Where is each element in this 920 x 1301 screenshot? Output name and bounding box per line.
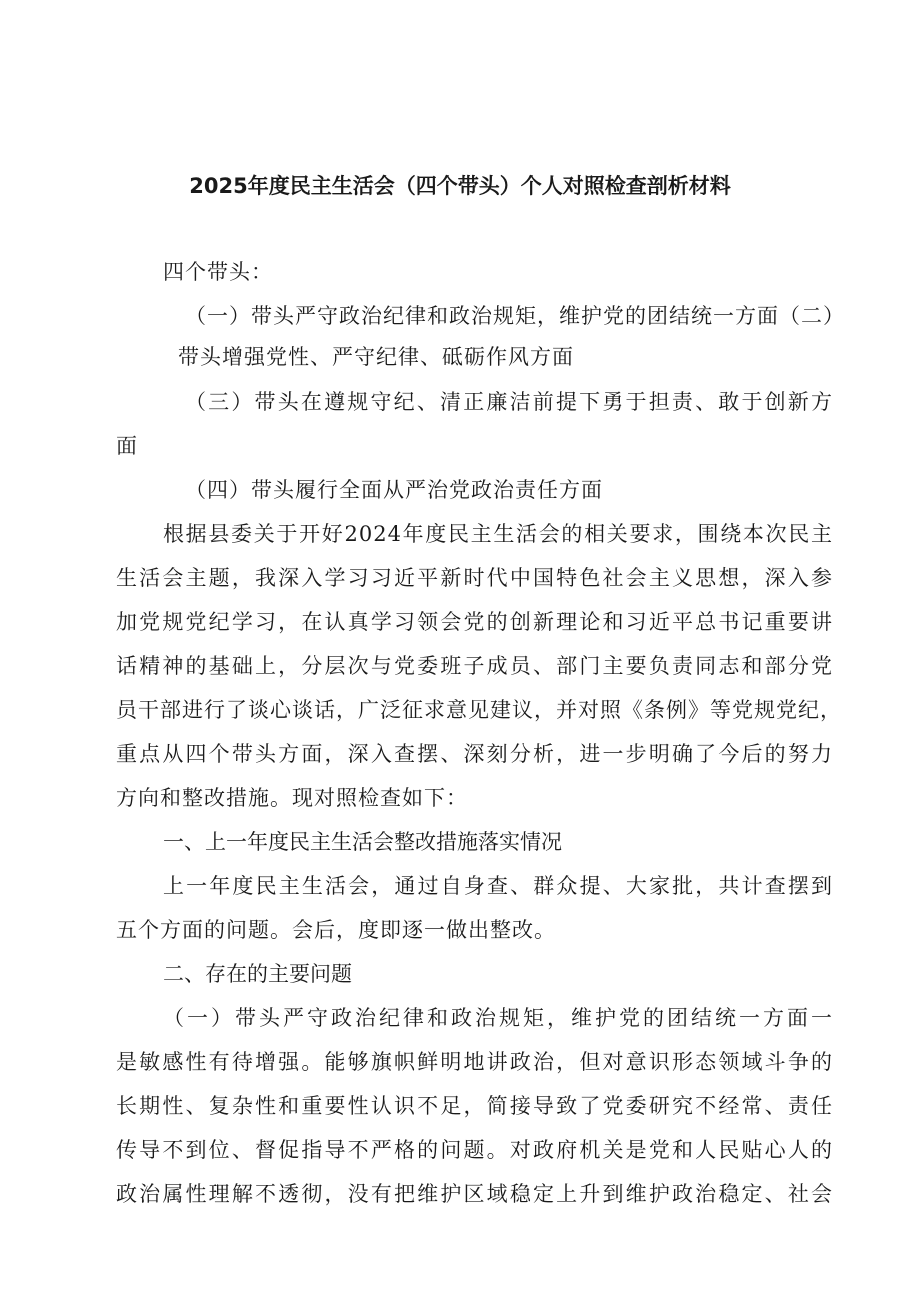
four-items-line-2: 带头增强党性、严守纪律、砥砺作风方面 bbox=[178, 345, 574, 369]
intro-paragraph-line-7: 方向和整改措施。现对照检查如下： bbox=[116, 786, 468, 810]
four-items-line-4: 面 bbox=[116, 434, 138, 458]
section1-paragraph-line-1: 上一年度民主生活会，通过自身查、群众提、大家批，共计查摆到 bbox=[163, 874, 833, 898]
section2-heading: 二、存在的主要问题 bbox=[163, 962, 352, 986]
document-title: 2025年度民主生活会（四个带头）个人对照检查剖析材料 bbox=[189, 174, 731, 198]
section2-paragraph-line-4: 传导不到位、督促指导不严格的问题。对政府机关是党和人民贴心人的 bbox=[116, 1138, 833, 1162]
intro-paragraph-line-5: 员干部进行了谈心谈话，广泛征求意见建议，并对照《条例》等党规党纪， bbox=[116, 698, 842, 722]
section1-paragraph-line-2: 五个方面的问题。会后，度即逐一做出整改。 bbox=[116, 918, 556, 942]
intro-paragraph-line-4: 话精神的基础上，分层次与党委班子成员、部门主要负责同志和部分党 bbox=[116, 654, 833, 678]
section2-paragraph-line-3: 长期性、复杂性和重要性认识不足，简接导致了党委研究不经常、责任 bbox=[116, 1094, 833, 1118]
intro-paragraph-line-2: 生活会主题，我深入学习习近平新时代中国特色社会主义思想，深入参 bbox=[116, 566, 833, 590]
section1-heading: 一、上一年度民主生活会整改措施落实情况 bbox=[163, 830, 562, 854]
four-items-line-5: （四）带头履行全面从严治党政治责任方面 bbox=[185, 478, 603, 502]
four-items-line-3: （三）带头在遵规守纪、清正廉洁前提下勇于担责、敢于创新方 bbox=[185, 390, 833, 414]
intro-paragraph-line-6: 重点从四个带头方面，深入查摆、深刻分析，进一步明确了今后的努力 bbox=[116, 742, 833, 766]
four-items-line-1: （一）带头严守政治纪律和政治规矩，维护党的团结统一方面（二） bbox=[185, 304, 845, 328]
intro-paragraph-line-3: 加党规党纪学习，在认真学习领会党的创新理论和习近平总书记重要讲 bbox=[116, 610, 833, 634]
section2-paragraph-line-5: 政治属性理解不透彻，没有把维护区域稳定上升到维护政治稳定、社会 bbox=[116, 1182, 833, 1206]
intro-paragraph-line-1: 根据县委关于开好2024年度民主生活会的相关要求，围绕本次民主 bbox=[163, 522, 833, 546]
intro-label: 四个带头： bbox=[163, 260, 273, 284]
section2-paragraph-line-2: 是敏感性有待增强。能够旗帜鲜明地讲政治，但对意识形态领域斗争的 bbox=[116, 1050, 833, 1074]
section2-paragraph-line-1: （一）带头严守政治纪律和政治规矩，维护党的团结统一方面一 bbox=[163, 1006, 833, 1030]
